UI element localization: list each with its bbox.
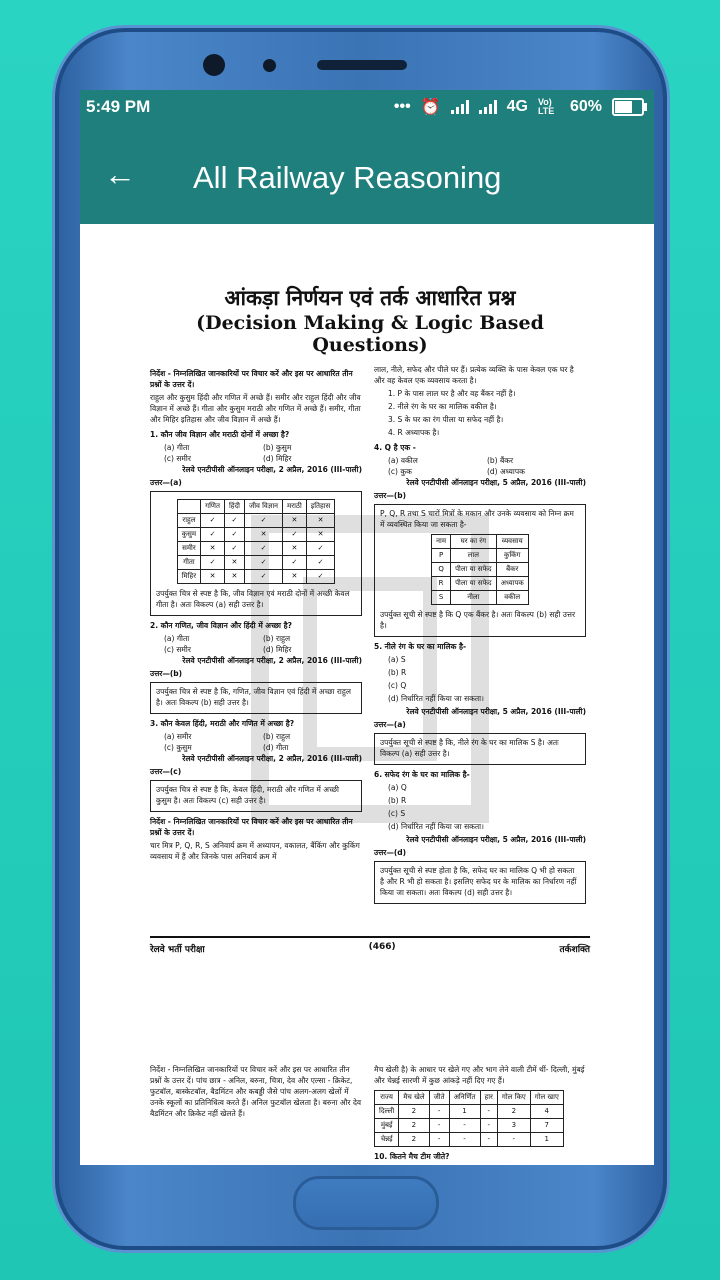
table-head: हार — [480, 1091, 497, 1105]
table-cell: ✕ — [201, 570, 225, 584]
table-row — [432, 591, 529, 605]
option: (b) कुसुम — [263, 443, 292, 452]
table-cell: दिल्ली — [375, 1105, 399, 1119]
battery-percent: 60% — [569, 98, 602, 115]
table-cell: राहुल — [177, 514, 200, 528]
right-column — [374, 364, 586, 907]
table-cell: अध्यापक — [496, 577, 528, 591]
table-head — [177, 500, 200, 514]
question-6: 6. सफेद रंग के घर का मालिक है- — [374, 770, 470, 779]
table-cell: S — [432, 591, 451, 605]
table-cell: Q — [432, 563, 451, 577]
footer-left: रेलवे भर्ती परीक्षा — [150, 945, 205, 955]
earpiece-speaker — [317, 60, 407, 70]
condition-item: 1. P के पास लाल घर है और वह बैंकर नहीं है। — [388, 389, 516, 398]
option: (c) S — [388, 809, 406, 818]
page2-right-column — [374, 1064, 586, 1164]
signal-icon-2 — [479, 100, 497, 114]
table-cell: - — [480, 1119, 497, 1133]
table-row — [375, 1105, 564, 1119]
table-cell: पीला या सफेद — [451, 577, 497, 591]
arrow-left-icon[interactable]: ← — [104, 156, 136, 192]
page-title-english: (Decision Making & Logic Based Questions) — [196, 312, 544, 356]
option: (a) वकील — [388, 456, 418, 465]
table-cell: ✕ — [224, 556, 244, 570]
table-cell: P — [432, 549, 451, 563]
explanation: उपर्युक्त चित्र से स्पष्ट है कि, गणित, जीव विज्ञान एवं हिंदी में अच्छा राहुल है। अतः विकल्प (b) सही उत्तर है। — [156, 687, 351, 707]
subject-table — [177, 499, 336, 584]
explanation-box — [150, 682, 362, 714]
explanation: उपर्युक्त चित्र से स्पष्ट है कि, केवल हिंदी, मराठी और गणित में अच्छी कुसुम है। अतः विकल्प (c) सही उत्तर है। — [156, 785, 339, 805]
table-cell: ✓ — [283, 556, 307, 570]
table-cell: - — [497, 1133, 530, 1147]
option: (d) मिहिर — [263, 454, 292, 463]
table-head: व्यवसाय — [496, 535, 528, 549]
option: (b) राहुल — [263, 634, 291, 643]
source-label: रेलवे एनटीपीसी ऑनलाइन परीक्षा, 5 अप्रैल, 2016 (III-पाली) — [406, 835, 586, 844]
table-cell: ✕ — [245, 528, 283, 542]
option: (a) गीता — [164, 634, 190, 643]
house-table — [431, 534, 529, 605]
table-cell: - — [449, 1119, 480, 1133]
table-cell: ✕ — [283, 542, 307, 556]
table-cell: ✓ — [201, 528, 225, 542]
table-cell: लाल — [451, 549, 497, 563]
pdf-viewer[interactable] — [80, 224, 654, 1165]
table-cell: ✓ — [224, 542, 244, 556]
table-cell: 1 — [530, 1133, 563, 1147]
answer-label: उत्तर—(d) — [374, 848, 407, 857]
answer-label: उत्तर—(b) — [150, 669, 183, 678]
table-head: घर का रंग — [451, 535, 497, 549]
table-row — [432, 549, 529, 563]
page2-left-column — [150, 1064, 362, 1121]
explanation: उपर्युक्त सूची से स्पष्ट होता है कि, सफेद घर का मालिक Q भी हो सकता है और R भी हो सकता है। इसलिए सफेद घर के मालिक का निर्धारण नहीं किया जा सकता। अतः विकल्प (d) सही उत्तर है। — [380, 866, 577, 897]
table-cell: ✓ — [245, 542, 283, 556]
question-2: 2. कौन गणित, जीव विज्ञान और हिंदी में अच्छा है? — [150, 621, 292, 630]
table-cell: 2 — [399, 1133, 429, 1147]
option: (b) R — [388, 668, 407, 677]
table-row — [432, 563, 529, 577]
intro-paragraph: राहुल और कुसुम हिंदी और गणित में अच्छे हैं। समीर और राहुल हिंदी और जीव विज्ञान में अच्छे हैं। गीता और कुसुम मराठी और गणित में अच्छे हैं। समीर, गीता और मिहिर इतिहास और जीव विज्ञान में अच्छे हैं। — [150, 393, 361, 424]
table-cell: 2 — [497, 1105, 530, 1119]
table-cell: ✓ — [224, 514, 244, 528]
table-cell: - — [429, 1105, 449, 1119]
table-row — [177, 556, 335, 570]
signal-icon — [451, 100, 469, 114]
option: (c) कुसुम — [164, 743, 192, 752]
question-1: 1. कौन जीव विज्ञान और मराठी दोनों में अच्छा है? — [150, 430, 290, 439]
screen — [80, 90, 654, 1165]
app-bar — [80, 124, 654, 224]
table-head: गणित — [201, 500, 225, 514]
front-camera-icon — [203, 54, 225, 76]
table-cell: बैंकर — [496, 563, 528, 577]
network-type: 4G — [506, 98, 528, 115]
table-cell: 2 — [399, 1119, 429, 1133]
app-title: All Railway Reasoning — [193, 160, 502, 195]
answer-label: उत्तर—(a) — [374, 720, 406, 729]
explanation-box — [374, 861, 586, 904]
pdf-page-466 — [150, 284, 590, 964]
question-4-options — [374, 455, 586, 477]
option: (d) निर्धारित नहीं किया जा सकता। — [388, 694, 484, 703]
explanation: उपर्युक्त सूची से स्पष्ट है कि, नीले रंग के घर का मालिक S है। अतः विकल्प (a) सही उत्तर है। — [380, 738, 559, 758]
option: (c) समीर — [164, 454, 191, 463]
table-cell: मुंबई — [375, 1119, 399, 1133]
table-cell: नीला — [451, 591, 497, 605]
table-cell: ✓ — [306, 570, 335, 584]
status-icons — [394, 97, 644, 117]
page2-left-text: निर्देश - निम्नलिखित जानकारियों पर विचार करें और इस पर आधारित तीन प्रश्नों के उत्तर दें। पांच छात्र - अनिल, बरुना, चित्रा, देव और एल्सा - क्रिकेट, फुटबॉल, बास्केटबॉल, बैडमिंटन और कबड्डी जैसे पांच अलग-अलग खेलों में उनके स्कूलों का प्रतिनिधित्व करते हैं। अनिल फुटबॉल खेलता है। बरुना और देव बैडमिंटन और क्रिकेट नहीं खेलते हैं। — [150, 1065, 362, 1118]
condition-item: 4. R अध्यापक है। — [388, 428, 440, 437]
option: (c) समीर — [164, 645, 191, 654]
footer-right: तर्कशक्ति — [559, 945, 590, 955]
table-cell: - — [429, 1133, 449, 1147]
status-bar — [80, 90, 654, 124]
table-cell: ✓ — [224, 528, 244, 542]
intro-text: निर्देश - निम्नलिखित जानकारियों पर विचार करें और इस पर आधारित तीन प्रश्नों के उत्तर दें। — [150, 369, 353, 389]
table-cell: ✓ — [245, 556, 283, 570]
table-cell: R — [432, 577, 451, 591]
table-cell: 7 — [530, 1119, 563, 1133]
pdf-page-467 — [150, 1064, 590, 1165]
table-cell: ✓ — [283, 528, 307, 542]
table-cell: ✓ — [306, 556, 335, 570]
table-cell: 4 — [530, 1105, 563, 1119]
option: (d) गीता — [263, 743, 289, 752]
table-row — [375, 1133, 564, 1147]
intro-text-2: निर्देश - निम्नलिखित जानकारियों पर विचार करें और इस पर आधारित तीन प्रश्नों के उत्तर दें। — [150, 817, 353, 837]
table-cell: ✓ — [201, 514, 225, 528]
option: (a) S — [388, 655, 406, 664]
table-cell: चेन्नई — [375, 1133, 399, 1147]
option: (b) R — [388, 796, 407, 805]
option: (a) गीता — [164, 443, 190, 452]
source-label: रेलवे एनटीपीसी ऑनलाइन परीक्षा, 2 अप्रैल, 2016 (III-पाली) — [182, 465, 362, 474]
table-cell: 3 — [497, 1119, 530, 1133]
condition-item: 2. नीले रंग के घर का मालिक वकील है। — [388, 402, 497, 411]
table-cell: ✕ — [306, 528, 335, 542]
table-cell: ✕ — [306, 514, 335, 528]
source-label: रेलवे एनटीपीसी ऑनलाइन परीक्षा, 2 अप्रैल, 2016 (III-पाली) — [182, 754, 362, 763]
table-row — [177, 528, 335, 542]
right-paragraph: लाल, नीले, सफेद और पीले घर हैं। प्रत्येक व्यक्ति के पास केवल एक घर है और वह केवल एक व्यवसाय करता है। — [374, 365, 574, 385]
table-cell: गीता — [177, 556, 200, 570]
table-head: नाम — [432, 535, 451, 549]
answer-table-box — [374, 504, 586, 637]
alarm-icon: ⏰ — [420, 99, 441, 116]
status-time: 5:49 PM — [86, 97, 151, 116]
table-cell: - — [429, 1119, 449, 1133]
table-row — [177, 570, 335, 584]
table-head: मैच खेले — [399, 1091, 429, 1105]
question-5-options — [374, 654, 586, 704]
table-cell: कुकिंग — [496, 549, 528, 563]
explanation: P, Q, R तथा S चारों मित्रों के मकान और उनके व्यवसाय को निम्न क्रम में व्यवस्थित किया जा सकता है- — [380, 509, 574, 529]
volte-badge: Vo) LTE — [537, 97, 555, 116]
table-cell: ✕ — [201, 542, 225, 556]
answer-table-box — [150, 491, 362, 616]
table-cell: ✓ — [201, 556, 225, 570]
table-head: अनिर्णित — [449, 1091, 480, 1105]
table-cell: ✕ — [224, 570, 244, 584]
explanation: उपर्युक्त सूची से स्पष्ट है कि Q एक बैंकर है। अतः विकल्प (b) सही उत्तर है। — [380, 610, 576, 630]
question-3-options — [150, 731, 362, 753]
table-cell: पीला या सफेद — [451, 563, 497, 577]
option: (c) Q — [388, 681, 407, 690]
home-button[interactable] — [293, 1176, 439, 1230]
match-table — [374, 1090, 564, 1147]
question-3: 3. कौन केवल हिंदी, मराठी और गणित में अच्छा है? — [150, 719, 295, 728]
table-cell: 2 — [399, 1105, 429, 1119]
table-head: जीते — [429, 1091, 449, 1105]
option: (b) बैंकर — [487, 456, 514, 465]
question-5: 5. नीले रंग के घर का मालिक है- — [374, 642, 467, 651]
table-row — [177, 542, 335, 556]
condition-item: 3. S के घर का रंग पीला या सफेद नहीं है। — [388, 415, 504, 424]
option: (d) मिहिर — [263, 645, 292, 654]
question-1-options — [150, 442, 362, 464]
table-head: हिंदी — [224, 500, 244, 514]
answer-label: उत्तर—(b) — [374, 491, 407, 500]
more-dots-icon: ••• — [393, 98, 411, 115]
table-row — [177, 514, 335, 528]
table-cell: ✓ — [245, 570, 283, 584]
table-cell: ✓ — [306, 542, 335, 556]
option: (c) कुक — [388, 467, 412, 476]
source-label: रेलवे एनटीपीसी ऑनलाइन परीक्षा, 5 अप्रैल, 2016 (III-पाली) — [406, 478, 586, 487]
option: (d) निर्धारित नहीं किया जा सकता। — [388, 822, 484, 831]
table-cell: समीर — [177, 542, 200, 556]
option: (d) अध्यापक — [487, 467, 525, 476]
question-2-options — [150, 633, 362, 655]
table-head: जीव विज्ञान — [245, 500, 283, 514]
explanation-box — [374, 733, 586, 765]
table-head: गोल खाए — [530, 1091, 563, 1105]
table-cell: - — [480, 1133, 497, 1147]
explanation-box — [150, 780, 362, 812]
page-footer — [150, 936, 590, 955]
table-row — [375, 1119, 564, 1133]
sensor-icon — [263, 59, 276, 72]
option: (b) राहुल — [263, 732, 291, 741]
option: (a) Q — [388, 783, 407, 792]
table-cell: ✕ — [283, 514, 307, 528]
option: (a) समीर — [164, 732, 192, 741]
table-head: राज्य — [375, 1091, 399, 1105]
source-label: रेलवे एनटीपीसी ऑनलाइन परीक्षा, 5 अप्रैल, 2016 (III-पाली) — [406, 707, 586, 716]
table-head: इतिहास — [306, 500, 335, 514]
table-cell: 1 — [449, 1105, 480, 1119]
question-10: 10. कितने मैच टीम जीते? — [374, 1152, 450, 1161]
question-6-options — [374, 782, 586, 832]
question-4: 4. Q है एक - — [374, 443, 416, 452]
answer-label: उत्तर—(a) — [150, 478, 182, 487]
explanation: उपर्युक्त चित्र से स्पष्ट है कि, जीव विज्ञान एवं मराठी दोनों में अच्छी केवल गीता है। अतः विकल्प (a) सही उत्तर है। — [156, 589, 350, 609]
table-row — [432, 577, 529, 591]
page-number: (466) — [368, 942, 396, 952]
left-column — [150, 364, 362, 864]
answer-label: उत्तर—(c) — [150, 767, 182, 776]
table-cell: मिहिर — [177, 570, 200, 584]
page2-right-text: मैच खेली है) के आधार पर खेले गए और भाग लेने वाली टीमें थीं- दिल्ली, मुंबई और चेन्नई सारणी में कुछ आंकड़े नहीं दिए गए हैं। — [374, 1065, 585, 1085]
table-cell: वकील — [496, 591, 528, 605]
table-cell: ✓ — [245, 514, 283, 528]
battery-icon — [612, 98, 644, 116]
table-cell: - — [449, 1133, 480, 1147]
table-cell: ✕ — [283, 570, 307, 584]
table-cell: कुसुम — [177, 528, 200, 542]
intro-paragraph-2: चार मित्र P, Q, R, S अनिवार्य क्रम में अध्यापन, वकालत, बैंकिंग और कुकिंग व्यवसाय में हैं और जिनके पास अनिवार्य क्रम में — [150, 841, 360, 861]
table-cell: - — [480, 1105, 497, 1119]
source-label: रेलवे एनटीपीसी ऑनलाइन परीक्षा, 2 अप्रैल, 2016 (III-पाली) — [182, 656, 362, 665]
table-head: गोल किए — [497, 1091, 530, 1105]
page-title-hindi: आंकड़ा निर्णयन एवं तर्क आधारित प्रश्न — [224, 286, 516, 310]
table-head: मराठी — [283, 500, 307, 514]
